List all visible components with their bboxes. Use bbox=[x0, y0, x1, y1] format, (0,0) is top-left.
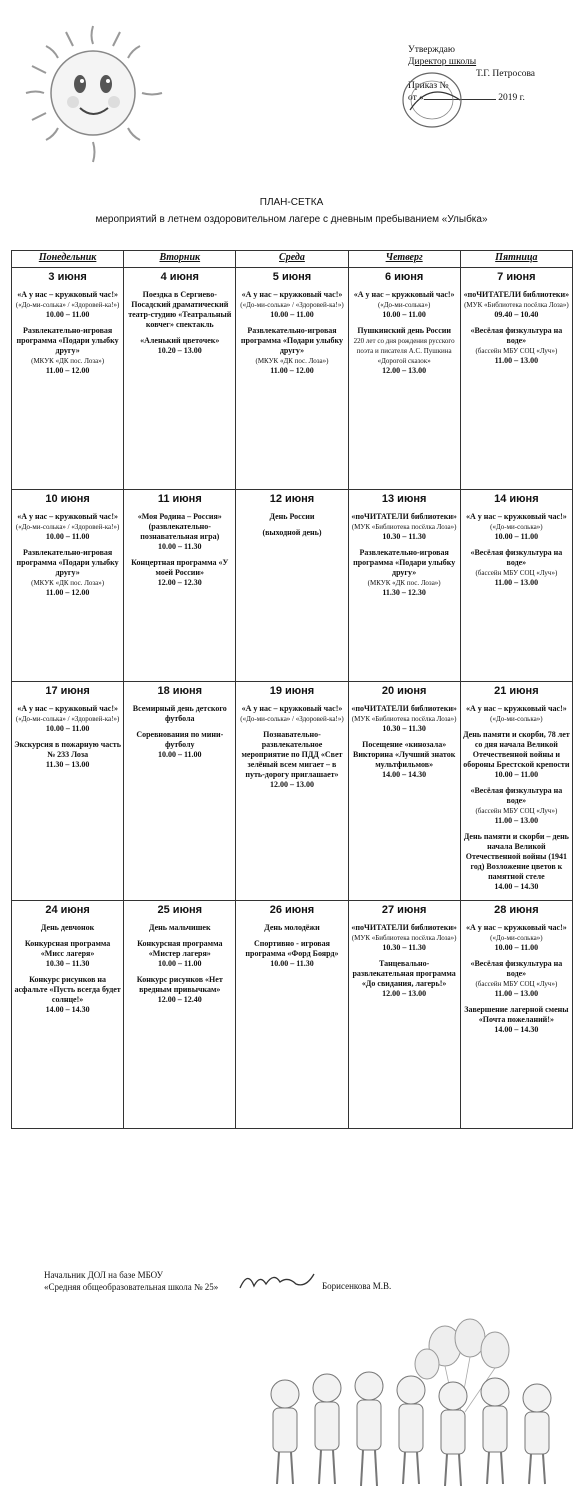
event-name: День мальчишек bbox=[148, 923, 211, 932]
event-item bbox=[238, 528, 345, 538]
event-name: «Аленький цветочек» bbox=[140, 336, 220, 345]
day-cell bbox=[124, 901, 236, 1129]
event-item bbox=[463, 548, 570, 588]
event-item bbox=[238, 730, 345, 790]
cell-date: 18 июня bbox=[157, 685, 203, 697]
event-item bbox=[238, 512, 345, 522]
event-time: 10.00 – 11.00 bbox=[158, 959, 202, 968]
event-item bbox=[126, 512, 233, 552]
week-row bbox=[12, 268, 573, 490]
event-name: «Весёлая физкультура на воде» bbox=[470, 326, 563, 345]
event-time: 14.00 – 14.30 bbox=[494, 1025, 539, 1034]
event-item bbox=[463, 923, 570, 953]
day-cell bbox=[460, 490, 572, 682]
event-item bbox=[463, 704, 570, 724]
event-org: («До-ми-солька» / «Здоровей-ка!») bbox=[240, 301, 344, 309]
event-name: Соревнования по мини-футболу bbox=[136, 730, 224, 749]
event-name: Развлекательно-игровая программа «Подари улыбку другу» bbox=[240, 326, 344, 355]
approval-year: 2019 г. bbox=[498, 93, 525, 103]
event-time: 10.30 – 11.30 bbox=[382, 943, 426, 952]
event-time: 12.00 – 12.30 bbox=[157, 578, 202, 587]
event-item bbox=[126, 923, 233, 933]
cell-date: 10 июня bbox=[45, 493, 90, 505]
event-org: (МКУК «ДК пос. Лоза») bbox=[31, 357, 105, 365]
event-item bbox=[463, 959, 570, 999]
event-item bbox=[463, 1005, 570, 1035]
event-name: Познавательно-развлекательное мероприятие по ПДД «Свет зелёный всем мигает – в путь-дорогу приглашает» bbox=[241, 730, 343, 779]
day-cell bbox=[12, 682, 124, 901]
cell-date: 24 июня bbox=[45, 904, 90, 916]
event-name: Конкурсная программа «Мистер лагеря» bbox=[137, 939, 223, 958]
event-time: 11.00 – 13.00 bbox=[494, 356, 539, 365]
cell-date: 25 июня bbox=[157, 904, 203, 916]
event-org: (МКУК «ДК пос. Лоза») bbox=[255, 357, 329, 365]
event-name: «поЧИТАТЕЛИ библиотеки» bbox=[351, 704, 457, 713]
event-time: 10.30 – 11.30 bbox=[382, 532, 426, 541]
event-item bbox=[351, 290, 458, 320]
cell-date: 27 июня bbox=[381, 904, 427, 916]
day-cell bbox=[12, 490, 124, 682]
sun-illustration bbox=[18, 18, 168, 168]
event-name: Конкурс рисунков «Нет вредным привычкам» bbox=[136, 975, 223, 994]
cell-date: 12 июня bbox=[269, 493, 315, 505]
day-cell bbox=[460, 682, 572, 901]
footer bbox=[44, 1269, 218, 1293]
cell-date: 13 июня bbox=[381, 493, 427, 505]
approval-line: Директор школы bbox=[408, 57, 477, 67]
event-org: (МУК «Библиотека посёлка Лоза») bbox=[351, 523, 457, 531]
event-org: 220 лет со дня рождения русского поэта и писателя А.С. Пушкина «Дорогой сказок» bbox=[353, 337, 455, 365]
cell-date: 4 июня bbox=[160, 271, 199, 283]
event-name: «Весёлая физкультура на воде» bbox=[470, 959, 563, 978]
day-cell bbox=[348, 682, 460, 901]
event-time: 11.00 – 13.00 bbox=[494, 578, 539, 587]
event-name: Развлекательно-игровая программа «Подари улыбку другу» bbox=[16, 326, 119, 355]
event-org: («До-ми-солька» / «Здоровей-ка!») bbox=[240, 715, 344, 723]
event-time: 10.00 – 11.00 bbox=[158, 750, 202, 759]
event-name: Завершение лагерной смены «Почта пожеланий!» bbox=[464, 1005, 569, 1024]
event-item bbox=[14, 975, 121, 1015]
event-item bbox=[14, 939, 121, 969]
event-time: 11.00 – 13.00 bbox=[494, 989, 539, 998]
event-name: День России bbox=[269, 512, 315, 521]
event-item bbox=[14, 704, 121, 734]
event-item bbox=[351, 740, 458, 780]
day-cell bbox=[348, 490, 460, 682]
event-item bbox=[14, 512, 121, 542]
event-time: 12.00 – 13.00 bbox=[269, 780, 314, 789]
cell-date: 21 июня bbox=[494, 685, 539, 697]
event-org: (МКУК «ДК пос. Лоза») bbox=[31, 579, 105, 587]
event-item bbox=[14, 326, 121, 376]
event-name: «А у нас – кружковый час!» bbox=[465, 512, 567, 521]
event-item bbox=[126, 704, 233, 724]
cell-date: 20 июня bbox=[381, 685, 427, 697]
event-org: (бассейн МБУ СОЦ «Луч») bbox=[475, 807, 558, 815]
event-item bbox=[238, 923, 345, 933]
event-item bbox=[14, 548, 121, 598]
event-time: 14.00 – 14.30 bbox=[382, 770, 427, 779]
event-time: 10.00 – 11.00 bbox=[494, 770, 539, 779]
event-time: 14.00 – 14.30 bbox=[45, 1005, 90, 1014]
event-time: 11.00 – 12.00 bbox=[270, 366, 314, 375]
event-time: 11.00 – 12.00 bbox=[45, 366, 90, 375]
event-time: 10.00 – 11.00 bbox=[494, 532, 539, 541]
event-item bbox=[14, 740, 121, 770]
cell-date: 14 июня bbox=[494, 493, 539, 505]
day-cell bbox=[348, 901, 460, 1129]
day-cell bbox=[12, 901, 124, 1129]
event-name: День памяти и скорби – день начала Великой Отечественной войны (1941 год) Возложение цветов к памятной стеле bbox=[463, 832, 569, 881]
day-header: Четверг bbox=[348, 251, 460, 268]
event-item bbox=[351, 326, 458, 376]
event-name: «А у нас – кружковый час!» bbox=[465, 923, 567, 932]
event-time: 12.00 – 12.40 bbox=[157, 995, 202, 1004]
footer-line: Начальник ДОЛ на базе МБОУ bbox=[44, 1270, 164, 1280]
event-name: «Весёлая физкультура на воде» bbox=[470, 786, 563, 805]
event-time: 10.00 – 11.00 bbox=[45, 532, 90, 541]
event-name: Конкурс рисунков на асфальте «Пусть всегда будет солнце!» bbox=[14, 975, 121, 1004]
event-name: Концертная программа «У моей России» bbox=[131, 558, 229, 577]
event-time: 10.00 – 11.00 bbox=[45, 724, 90, 733]
day-cell bbox=[460, 268, 572, 490]
event-org: («До-ми-солька») bbox=[490, 715, 543, 723]
schedule-table bbox=[11, 250, 573, 1129]
event-item bbox=[126, 290, 233, 330]
event-item bbox=[126, 975, 233, 1005]
event-name: «А у нас – кружковый час!» bbox=[241, 704, 343, 713]
event-time: 12.00 – 13.00 bbox=[382, 989, 427, 998]
page-title: ПЛАН-СЕТКА bbox=[259, 197, 324, 208]
event-item bbox=[238, 326, 345, 376]
event-name: «А у нас – кружковый час!» bbox=[17, 512, 118, 521]
event-org: («До-ми-солька») bbox=[490, 934, 543, 942]
event-item bbox=[351, 923, 458, 953]
event-item bbox=[14, 923, 121, 933]
approval-director: Т.Г. Петросова bbox=[476, 69, 536, 79]
event-item bbox=[14, 290, 121, 320]
week-row bbox=[12, 682, 573, 901]
event-item bbox=[351, 959, 458, 999]
event-name: «Весёлая физкультура на воде» bbox=[470, 548, 563, 567]
event-item bbox=[463, 512, 570, 542]
event-name: Спортивно - игровая программа «Форд Боярд» bbox=[245, 939, 339, 958]
event-item bbox=[126, 558, 233, 588]
day-header: Среда bbox=[236, 251, 348, 268]
event-item bbox=[351, 548, 458, 598]
event-org: (бассейн МБУ СОЦ «Луч») bbox=[475, 569, 558, 577]
event-name: Пушкинский день России bbox=[357, 326, 451, 335]
day-cell bbox=[124, 490, 236, 682]
event-name: «А у нас – кружковый час!» bbox=[353, 290, 455, 299]
event-org: («До-ми-солька») bbox=[377, 301, 431, 309]
event-org: (МКУК «ДК пос. Лоза») bbox=[367, 579, 441, 587]
event-time: 12.00 – 13.00 bbox=[382, 366, 427, 375]
event-time: 09.40 – 10.40 bbox=[494, 310, 539, 319]
event-time: 10.30 – 11.30 bbox=[382, 724, 426, 733]
event-name: Танцевально-развлекательная программа «До свидания, лагерь!» bbox=[352, 959, 456, 988]
event-name: Поездка в Сергиево-Посадский драматический театр-студию «Театральный ковчег» спектакль bbox=[128, 290, 232, 329]
event-item bbox=[463, 326, 570, 366]
event-item bbox=[238, 704, 345, 724]
event-org: («До-ми-солька» / «Здоровей-ка!») bbox=[15, 301, 120, 309]
event-time: 11.30 – 12.30 bbox=[382, 588, 426, 597]
cell-date: 19 июня bbox=[269, 685, 315, 697]
event-item bbox=[351, 704, 458, 734]
event-name: «Моя Родина – Россия» (развлекательно-познавательная игра) bbox=[137, 512, 222, 541]
day-cell bbox=[236, 901, 348, 1129]
event-item bbox=[463, 786, 570, 826]
day-cell bbox=[12, 268, 124, 490]
event-org: (бассейн МБУ СОЦ «Луч») bbox=[475, 980, 558, 988]
day-cell bbox=[460, 901, 572, 1129]
event-name: «поЧИТАТЕЛИ библиотеки» bbox=[463, 290, 570, 299]
kids-illustration bbox=[255, 1316, 565, 1492]
week-row bbox=[12, 901, 573, 1129]
cell-date: 3 июня bbox=[48, 271, 87, 283]
event-name: День памяти и скорби, 78 лет со дня начала Великой Отечественной войны и обороны Брестской крепости bbox=[463, 730, 570, 769]
signer-name: Борисенкова М.В. bbox=[322, 1281, 392, 1291]
approval-line: Утверждаю bbox=[408, 45, 455, 55]
event-time: 10.00 – 11.00 bbox=[382, 310, 426, 319]
event-name: Развлекательно-игровая программа «Подари улыбку другу» bbox=[353, 548, 456, 577]
cell-date: 26 июня bbox=[269, 904, 315, 916]
week-row bbox=[12, 490, 573, 682]
event-time: 10.20 – 13.00 bbox=[157, 346, 202, 355]
event-name: «А у нас – кружковый час!» bbox=[17, 290, 118, 299]
event-item bbox=[126, 336, 233, 356]
day-cell bbox=[124, 268, 236, 490]
event-item bbox=[238, 290, 345, 320]
approval-date-start: от « bbox=[408, 93, 424, 103]
event-org: (МУК «Библиотека посёлка Лоза») bbox=[464, 301, 569, 309]
event-org: («До-ми-солька» / «Здоровей-ка!») bbox=[15, 523, 120, 531]
day-cell bbox=[348, 268, 460, 490]
event-org: («До-ми-солька») bbox=[490, 523, 543, 531]
cell-date: 17 июня bbox=[45, 685, 90, 697]
event-name: День молодёжи bbox=[264, 923, 320, 932]
event-item bbox=[463, 290, 570, 320]
approval-order: Приказ № bbox=[408, 81, 449, 91]
day-cell bbox=[236, 490, 348, 682]
event-org: (МУК «Библиотека посёлка Лоза») bbox=[351, 934, 457, 942]
cell-date: 11 июня bbox=[157, 493, 202, 505]
event-time: 10.00 – 11.00 bbox=[270, 310, 314, 319]
event-item bbox=[126, 730, 233, 760]
day-header: Пятница bbox=[460, 251, 572, 268]
cell-date: 5 июня bbox=[272, 271, 312, 283]
event-name: (выходной день) bbox=[262, 528, 322, 537]
event-org: (МУК «Библиотека посёлка Лоза») bbox=[351, 715, 457, 723]
cell-date: 6 июня bbox=[384, 271, 424, 283]
event-item bbox=[351, 512, 458, 542]
official-seal bbox=[400, 70, 464, 130]
day-header: Понедельник bbox=[12, 251, 124, 268]
table-header-row bbox=[12, 251, 573, 268]
event-name: Развлекательно-игровая программа «Подари улыбку другу» bbox=[16, 548, 119, 577]
cell-date: 7 июня bbox=[497, 271, 536, 283]
event-name: «поЧИТАТЕЛИ библиотеки» bbox=[351, 923, 457, 932]
event-time: 14.00 – 14.30 bbox=[494, 882, 539, 891]
event-time: 10.00 – 11.00 bbox=[45, 310, 90, 319]
event-time: 10.00 – 11.00 bbox=[494, 943, 539, 952]
event-item bbox=[126, 939, 233, 969]
event-time: 10.30 – 11.30 bbox=[45, 959, 90, 968]
event-time: 11.30 – 13.00 bbox=[45, 760, 90, 769]
day-header: Вторник bbox=[124, 251, 236, 268]
event-name: Всемирный день детского футбола bbox=[132, 704, 227, 723]
event-time: 11.00 – 12.00 bbox=[45, 588, 90, 597]
signature bbox=[236, 1266, 318, 1296]
day-cell bbox=[236, 682, 348, 901]
cell-date: 28 июня bbox=[494, 904, 539, 916]
event-name: Экскурсия в пожарную часть № 233 Лоза bbox=[14, 740, 121, 759]
event-name: Конкурсная программа «Мисс лагеря» bbox=[24, 939, 111, 958]
event-name: Посещение «кинозала» Викторина «Лучший знаток мультфильмов» bbox=[352, 740, 456, 769]
event-name: «А у нас – кружковый час!» bbox=[17, 704, 118, 713]
event-org: («До-ми-солька» / «Здоровей-ка!») bbox=[15, 715, 120, 723]
event-item bbox=[463, 832, 570, 892]
event-name: «поЧИТАТЕЛИ библиотеки» bbox=[351, 512, 457, 521]
event-name: «А у нас – кружковый час!» bbox=[465, 704, 567, 713]
event-item bbox=[238, 939, 345, 969]
event-name: День девчонок bbox=[40, 923, 95, 932]
event-item bbox=[463, 730, 570, 780]
event-org: (бассейн МБУ СОЦ «Луч») bbox=[475, 347, 558, 355]
event-time: 10.00 – 11.30 bbox=[270, 959, 314, 968]
page-subtitle: мероприятий в летнем оздоровительном лагере с дневным пребыванием «Улыбка» bbox=[95, 214, 488, 225]
event-name: «А у нас – кружковый час!» bbox=[241, 290, 343, 299]
event-time: 10.00 – 11.30 bbox=[158, 542, 202, 551]
event-time: 11.00 – 13.00 bbox=[494, 816, 539, 825]
day-cell bbox=[124, 682, 236, 901]
day-cell bbox=[236, 268, 348, 490]
footer-line: «Средняя общеобразовательная школа № 25» bbox=[44, 1282, 219, 1292]
